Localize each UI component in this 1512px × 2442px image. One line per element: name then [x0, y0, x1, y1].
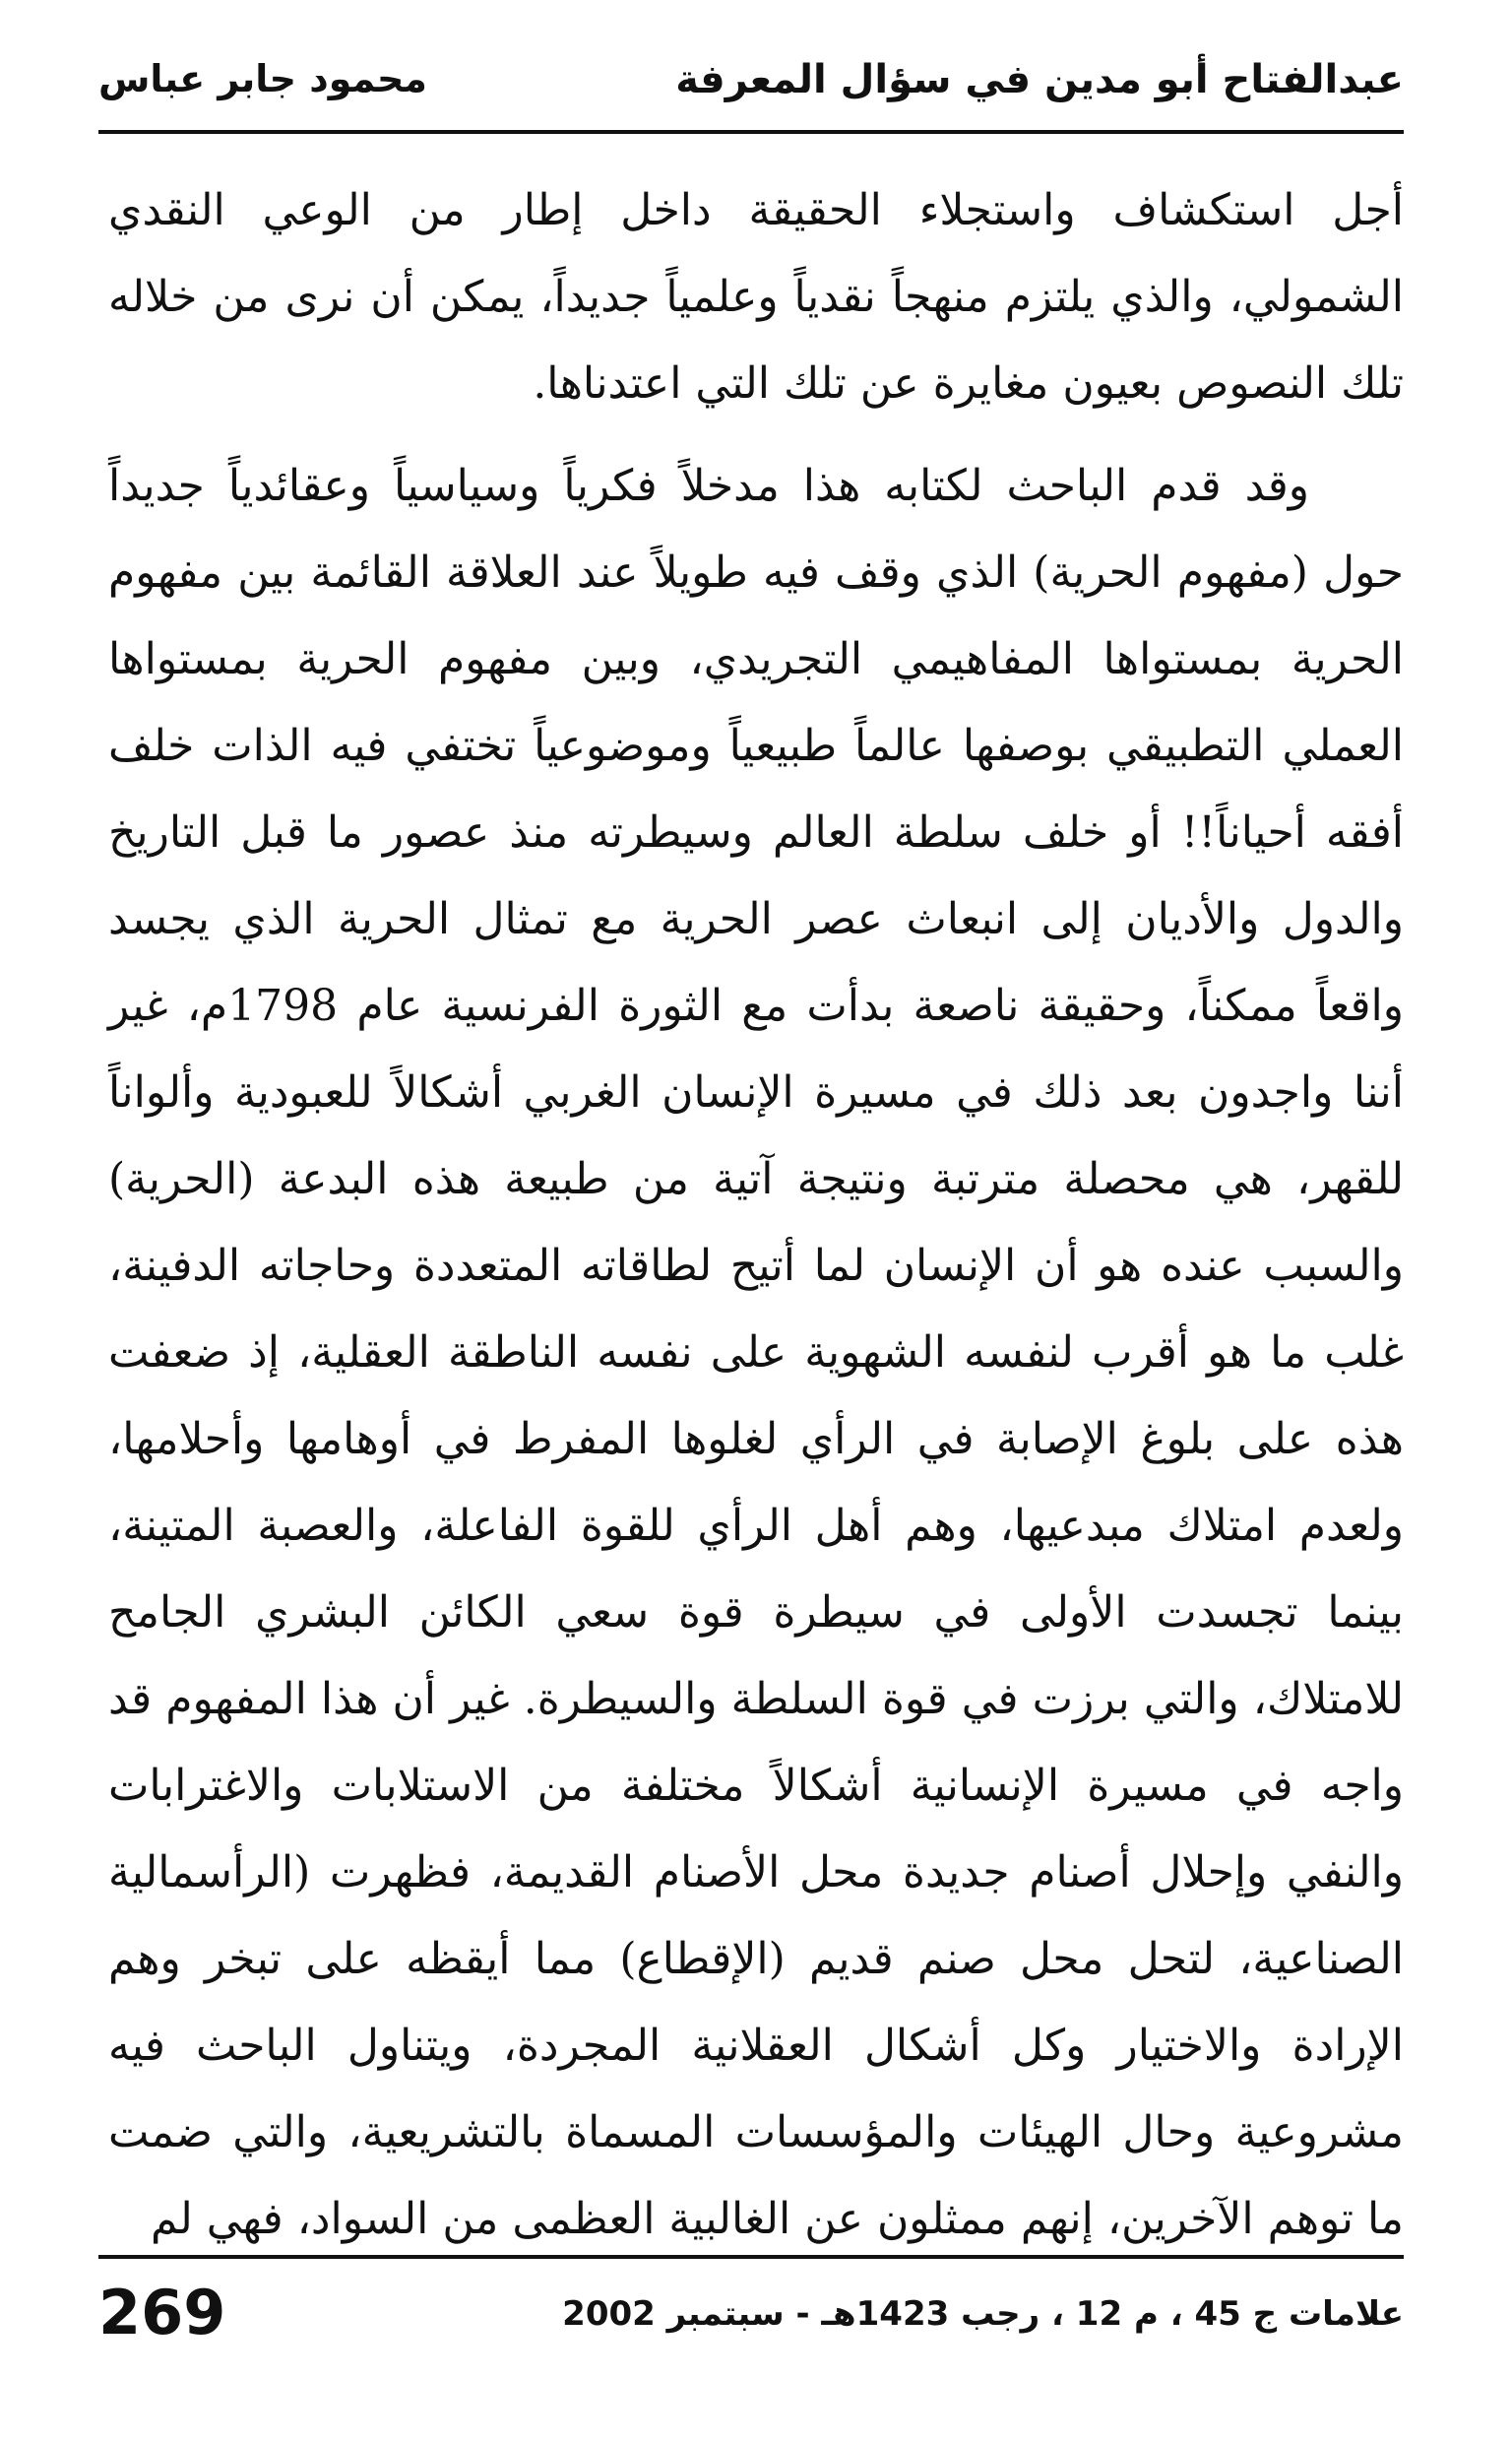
footer-divider — [98, 2255, 1404, 2259]
paragraph-2: وقد قدم الباحث لكتابه هذا مدخلاً فكرياً وسياسياً وعقائدياً جديداً حول (مفهوم الحرية) الذي وقف فيه طويلاً عند العلاقة القائمة بين مفهوم الحرية بمستواها المفاهيمي التجريدي، وبين مفهوم الحرية بمستواها العملي التطبيقي بوصفها عالماً طبيعياً وموضوعياً تختفي فيه الذات خلف أفقه أحياناً!! أو خلف سلطة العالم وسيطرته منذ عصور ما قبل التاريخ والدول والأديان إلى انبعاث عصر الحرية مع تمثال الحرية الذي يجسد واقعاً ممكناً، وحقيقة ناصعة بدأت مع الثورة الفرنسية عام 1798م، غير أننا واجدون بعد ذلك في مسيرة الإنسان الغربي أشكالاً للعبودية وألواناً للقهر، هي محصلة مترتبة ونتيجة آتية من طبيعة هذه البدعة (الحرية) والسبب عنده هو أن الإنسان لما أتيح لطاقاته المتعددة وحاجاته الدفينة، غلب ما هو أقرب لنفسه الشهوية على نفسه الناطقة العقلية، إذ ضعفت هذه على بلوغ الإصابة في الرأي لغلوها المفرط في أوهامها وأحلامها، ولعدم امتلاك مبدعيها، وهم أهل الرأي للقوة الفاعلة، والعصبة المتينة، بينما تجسدت الأولى في سيطرة قوة سعي الكائن البشري الجامح للامتلاك، والتي برزت في قوة السلطة والسيطرة. غير أن هذا المفهوم قد واجه في مسيرة الإنسانية أشكالاً مختلفة من الاستلابات والاغترابات والنفي وإحلال أصنام جديدة محل الأصنام القديمة، فظهرت (الرأسمالية الصناعية، لتحل محل صنم قديم (الإقطاع) مما أيقظه على تبخر وهم الإرادة والاختيار وكل أشكال العقلانية المجردة، ويتناول الباحث فيه مشروعية وحال الهيئات والمؤسسات المسماة بالتشريعية، والتي ضمت ما توهم الآخرين، إنهم ممثلون عن الغالبية العظمى من السواد، فهي لم — [108, 461, 1405, 2244]
header-author: محمود جابر عباس — [98, 57, 427, 100]
running-header — [98, 39, 1404, 134]
page-number: 269 — [98, 2277, 226, 2348]
header-title: عبدالفتاح أبو مدين في سؤال المعرفة — [675, 57, 1404, 102]
paragraph-1: أجل استكشاف واستجلاء الحقيقة داخل إطار من الوعي النقدي الشمولي، والذي يلتزم منهجاً نقدياً وعلمياً جديداً، يمكن أن نرى من خلاله تلك النصوص بعيون مغايرة عن تلك التي اعتدناها. — [108, 185, 1404, 409]
body-text — [108, 167, 1404, 2263]
footer-journal-info: علامات ج 45 ، م 12 ، رجب 1423هـ - سبتمبر 2002 — [562, 2294, 1404, 2334]
